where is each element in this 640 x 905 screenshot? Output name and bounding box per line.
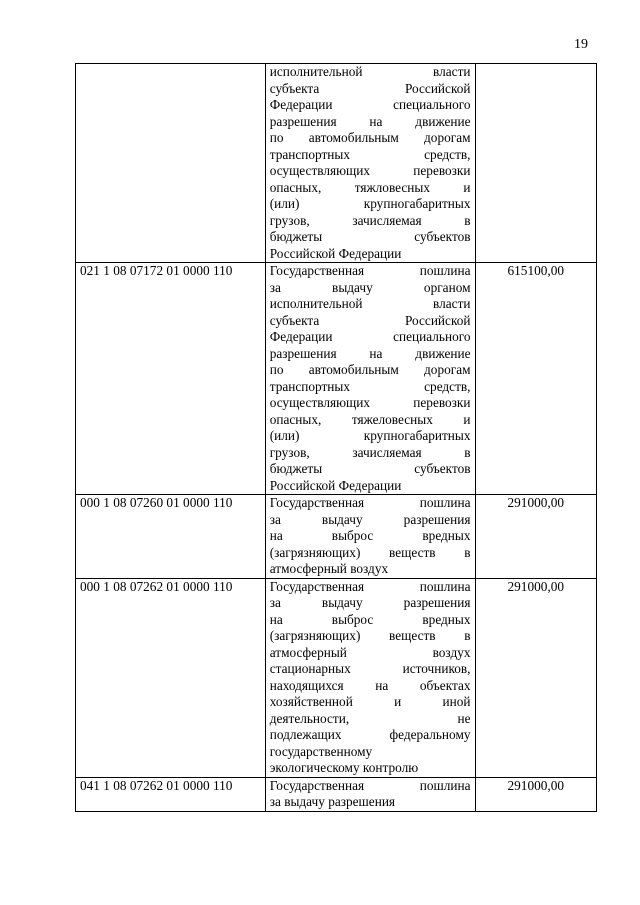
revenue-name-line: Государственная пошлина [269,578,471,594]
revenue-name-line: за выдачу разрешения [269,794,396,809]
revenue-name-cell [265,777,475,811]
revenue-name-line: атмосферный воздух [269,644,471,660]
budget-code-cell: 041 1 08 07262 01 0000 110 [76,777,266,811]
revenue-name-line: Государственная пошлина [269,777,471,793]
amount-cell: 291000,00 [475,777,596,811]
revenue-name-line: исполнительной власти [269,64,471,79]
revenue-name-line: хозяйственной и иной [269,694,471,709]
revenue-name-line: подлежащих федеральному [269,727,471,742]
revenue-name-line: опасных, тяжловесных и [269,179,471,195]
budget-code-cell: 000 1 08 07260 01 0000 110 [76,495,266,579]
revenue-name-line: за выдачу разрешения [269,595,471,610]
revenue-name-line: находящихся на объектах [269,677,471,693]
revenue-name-line: Российской Федерации [269,245,402,261]
table-row [76,64,597,263]
revenue-name-cell [265,495,475,579]
revenue-name-line: бюджеты субъектов [269,461,471,476]
revenue-name-line: (загрязняющих) веществ в [269,628,471,643]
revenue-name-line: (или) крупногабаритных [269,196,471,211]
revenue-name-line: Российской Федерации [269,477,402,493]
table-row [76,578,597,777]
revenue-name-line: исполнительной власти [269,296,471,311]
fee-table [75,63,597,812]
revenue-name-line: осуществляющих перевозки [269,163,471,178]
revenue-name-cell [265,64,475,263]
revenue-name-line: грузов, зачисляемая в [269,444,471,460]
revenue-name-line: субъекта Российской [269,312,471,328]
revenue-name-line: Федерации специального [269,329,471,344]
revenue-name-line: стационарных источников, [269,661,471,676]
revenue-name-line: за выдачу органом [269,279,471,295]
revenue-name-line: экологическому контролю [269,760,419,775]
revenue-name-line: осуществляющих перевозки [269,395,471,410]
revenue-name-line: атмосферный воздух [269,561,389,576]
revenue-name-line: по автомобильным дорогам [269,362,471,377]
revenue-name-line: транспортных средств, [269,378,471,394]
revenue-name-line: грузов, зачисляемая в [269,212,471,228]
revenue-name-line: транспортных средств, [269,146,471,162]
amount-cell: 291000,00 [475,578,596,777]
revenue-name-line: Государственная пошлина [269,263,471,278]
revenue-name-line: на выброс вредных [269,611,471,627]
revenue-name-cell [265,578,475,777]
revenue-name-line: (или) крупногабаритных [269,428,471,443]
revenue-name-line: бюджеты субъектов [269,229,471,244]
budget-code-cell [76,64,266,263]
amount-cell [475,64,596,263]
table-row [76,777,597,811]
revenue-name-line: деятельности, не [269,710,471,726]
revenue-name-line: субъекта Российской [269,80,471,96]
revenue-name-line: на выброс вредных [269,528,471,543]
revenue-name-line: опасных, тяжеловесных и [269,411,471,427]
revenue-name-line: по автомобильным дорогам [269,130,471,145]
revenue-name-cell [265,263,475,495]
budget-code-cell: 000 1 08 07262 01 0000 110 [76,578,266,777]
table-row [76,263,597,495]
revenue-name-line: государственному [269,743,373,759]
table-row [76,495,597,579]
revenue-name-line: Федерации специального [269,97,471,112]
amount-cell: 615100,00 [475,263,596,495]
revenue-name-line: разрешения на движение [269,345,471,361]
amount-cell: 291000,00 [475,495,596,579]
revenue-name-line: (загрязняющих) веществ в [269,544,471,560]
budget-code-cell: 021 1 08 07172 01 0000 110 [76,263,266,495]
revenue-name-line: за выдачу разрешения [269,511,471,527]
fee-table-body [76,64,597,812]
page-number: 19 [574,37,588,52]
revenue-name-line: разрешения на движение [269,113,471,129]
revenue-name-line: Государственная пошлина [269,495,471,510]
